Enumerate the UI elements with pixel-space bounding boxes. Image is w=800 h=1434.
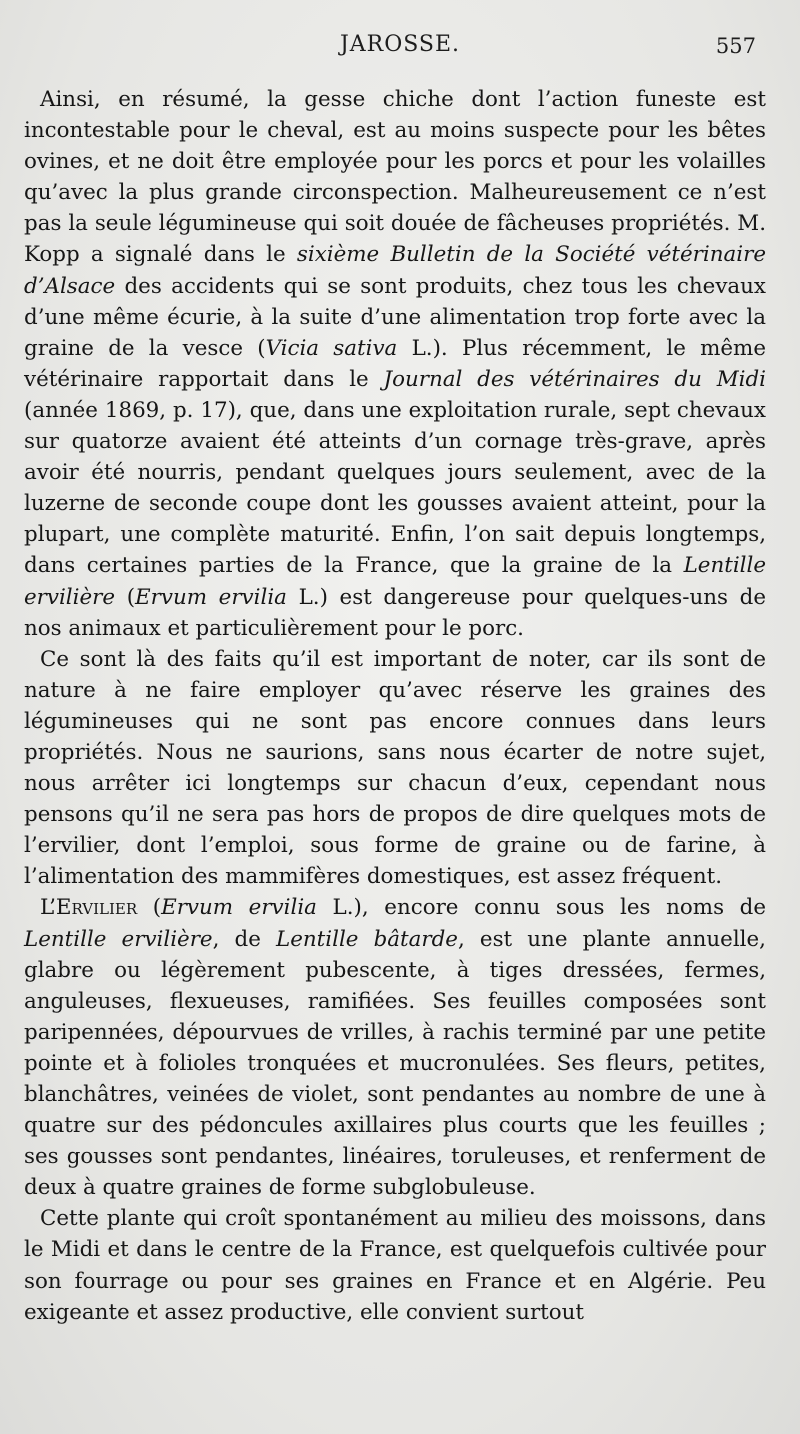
page-header: [0, 30, 800, 64]
paragraph-1: [24, 84, 766, 644]
text-segment: L.), encore connu sous les noms de: [316, 895, 767, 921]
text-segment: Ce sont là des faits qu’il est important de noter, car ils sont de nature à ne faire employer qu’avec réserve les graines des légumineuses qui ne sont pas encore connues dans leurs propriétés. Nous ne saurions, sans nous écarter de notre sujet, nous arrêter ici longtemps sur chacun d’eux, cependant nous pensons qu’il ne sera pas hors de propos de dire quelques mots de l’ervilier, dont l’emploi, sous forme de graine ou de farine, à l’alimentation des mammifères domestiques, est assez fréquent.: [24, 646, 766, 890]
paragraph-2: [24, 644, 766, 893]
text-segment: Lentille ervilière: [24, 926, 213, 952]
paragraph-3: [24, 892, 766, 1203]
paragraph-4: [24, 1203, 766, 1327]
text-segment: Lentille ervilière: [24, 553, 766, 610]
text-segment: Lentille bâtarde: [276, 926, 458, 952]
text-segment: Vicia sativa: [265, 335, 398, 361]
text-segment: L’Ervilier: [40, 895, 138, 921]
text-segment: des accidents qui se sont produits, chez tous les chevaux d’une même écurie, à la suite d’une alimentation trop forte avec la graine de la vesce (: [24, 273, 766, 361]
text-segment: Ervum ervilia: [161, 895, 317, 921]
text-segment: Ainsi, en résumé, la gesse chiche dont l’action funeste est incontestable pour le cheval, est au moins suspecte pour les bêtes ovines, et ne doit être employée pour les porcs et pour les volailles qu’avec la plus grande circonspection. Malheureusement ce n’est pas la seule légumineuse qui soit douée de fâcheuses propriétés. M. Kopp a signalé dans le: [24, 87, 766, 268]
text-segment: sixième Bulletin de la Société vétérinaire d’Alsace: [24, 242, 766, 299]
text-segment: , de: [212, 926, 277, 952]
text-segment: L.). Plus récemment, le même vétérinaire rapportait dans le: [24, 335, 766, 392]
text-segment: , est une plante annuelle, glabre ou légèrement pubescente, à tiges dressées, fermes, anguleuses, flexueuses, ramifiées. Ses feuilles composées sont paripennées, dépourvues de vrilles, à rachis terminé par une petite pointe et à folioles tronquées et mucronulées. Ses fleurs, petites, blanchâtres, veinées de violet, sont pendantes au nombre de une à quatre sur des pédoncules axillaires plus courts que les feuilles ; ses gousses sont pendantes, linéaires, toruleuses, et renferment de deux à quatre graines de forme subglobuleuse.: [24, 926, 766, 1201]
body-text: [24, 84, 766, 1328]
running-head: JAROSSE.: [339, 32, 461, 57]
text-segment: Journal des vétérinaires du Midi: [383, 366, 766, 392]
text-segment: (année 1869, p. 17), que, dans une exploitation rurale, sept chevaux sur quatorze avaient été atteints d’un cornage très-grave, après avoir été nourris, pendant quelques jours seulement, avec de la luzerne de seconde coupe dont les gousses avaient atteint, pour la plupart, une complète maturité. Enfin, l’on sait depuis longtemps, dans certaines parties de la France, que la graine de la: [24, 397, 766, 579]
text-segment: (: [115, 584, 136, 610]
text-segment: L.) est dangereuse pour quelques-uns de nos animaux et particulièrement pour le porc.: [24, 584, 766, 641]
text-segment: Cette plante qui croît spontanément au milieu des moissons, dans le Midi et dans le centre de la France, est quelquefois cultivée pour son fourrage ou pour ses graines en France et en Algérie. Peu exigeante et assez productive, elle convient surtout: [24, 1206, 766, 1325]
page-number: 557: [715, 34, 756, 58]
text-segment: (: [137, 895, 162, 921]
text-segment: Ervum ervilia: [135, 584, 287, 610]
